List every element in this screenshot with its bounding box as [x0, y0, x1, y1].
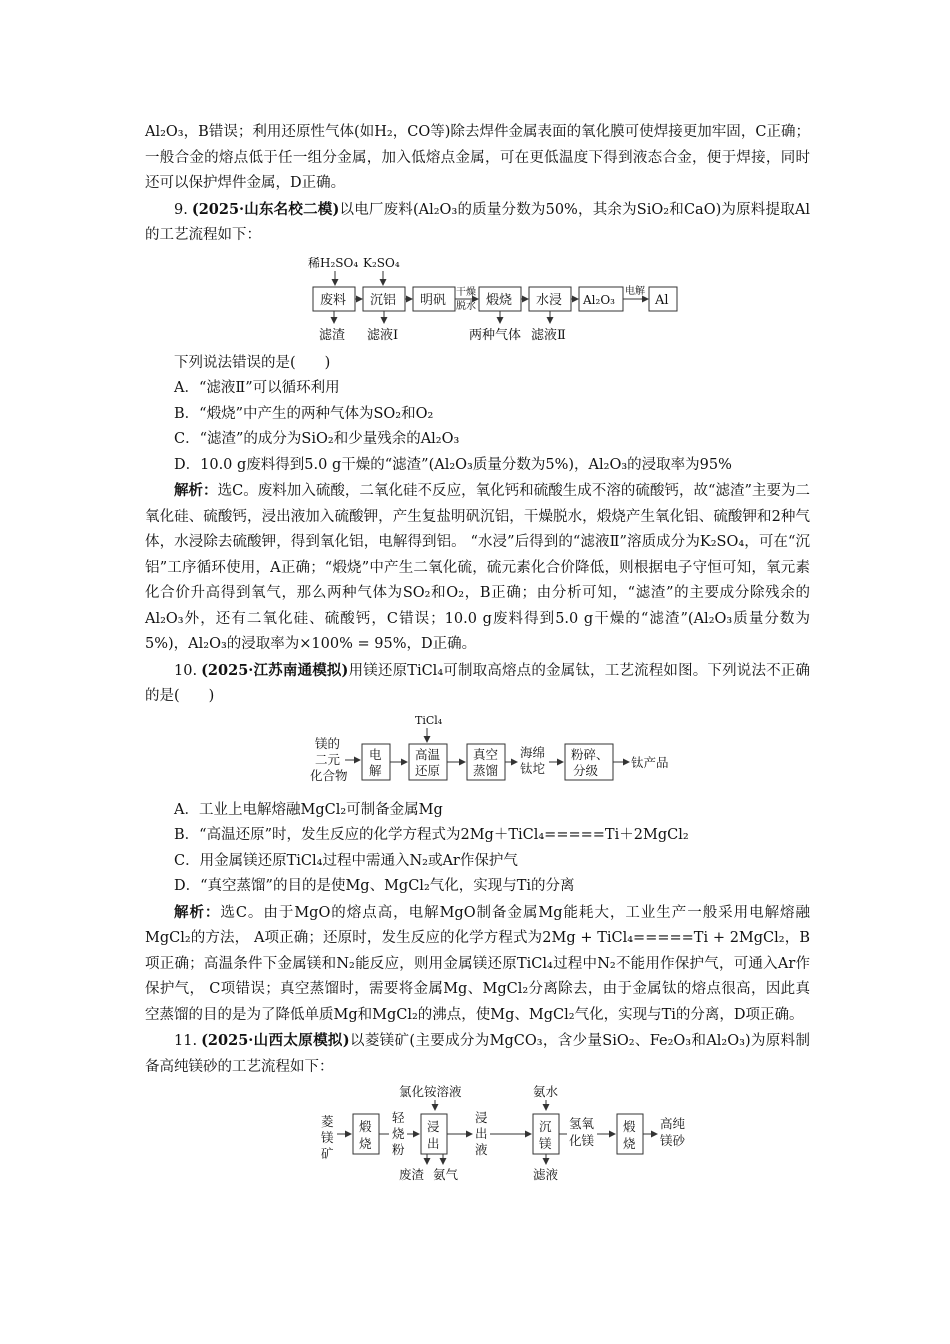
q9-flow-svg — [145, 251, 810, 347]
q11-flow-svg — [145, 1082, 810, 1182]
q9-box-calcine-label: 煅烧 — [486, 292, 513, 308]
q11-stem-text: 以菱镁矿(主要成分为MgCO₃，含少量SiO₂、Fe₂O₃和Al₂O₃)为原料制备高纯镁砂的工艺流程如下： — [145, 1033, 810, 1075]
q9-box-precip-label: 沉铝 — [370, 292, 397, 308]
q9-stem — [145, 197, 810, 249]
q11-box-1-line-1: 煅 — [359, 1119, 372, 1134]
q9-stem-text: 以电厂废料(Al₂O₃的质量分数为50%，其余为SiO₂和CaO)为原料提取Al的工艺流程如下： — [145, 201, 810, 243]
q11-number: 11. — [174, 1033, 198, 1049]
q9-out-filtrate-1: 滤液Ⅰ — [367, 327, 399, 343]
q10-analysis-text: 选C。由于MgO的熔点高，电解MgO制备金属Mg能耗大，工业生产一般采用电解熔融MgCl₂的方法， A项正确；还原时，发生反应的化学方程式为2Mg + TiCl₄=====Ti + 2MgCl₂，B项正确；高温条件下金属镁和N₂能反应，则用金属镁还原TiCl₄过程中N₂不能用作保护气，可通入Ar作保护气， C项错误；真空蒸馏时，需要将金属Mg、MgCl₂分离除去，由于金属钛的熔点很高，因此真空蒸馏的目的是为了降低单质Mg和MgCl₂的沸点，使Mg、MgCl₂气化，实现与Ti的分离，D项正确。 — [145, 904, 810, 1023]
q11-mid3-line-1: 氢氧 — [569, 1116, 595, 1131]
q9-arrow-dehydrate: 脱水 — [456, 300, 476, 312]
q9-analysis-text: 选C。废料加入硫酸，二氧化硅不反应，氧化钙和硫酸生成不溶的硫酸钙，故“滤渣”主要为二氧化硅、硫酸钙，浸出液加入硫酸钾，产生复盐明矾沉铝，干燥脱水，煅烧产生氧化铝、硫酸钾和2种气体，水浸除去硫酸钾，得到氧化铝，电解得到铝。 “水浸”后得到的“滤液Ⅱ”溶质成分为K₂SO₄，可在“沉铝”工序循环使用，A正确；“煅烧”中产生二氧化硫，硫元素化合价降低，则根据电子守恒可知，氧元素化合价升高得到氧气，那么两种气体为SO₂和O₂，B正确；由分析可知，“滤渣”的主要成分除残余的Al₂O₃外，还有二氧化硅、硫酸钙，C错误；10.0 g废料得到5.0 g干燥的“滤渣”(Al₂O₃质量分数为5%)，Al₂O₃的浸取率为×100% = 95%，D正确。 — [145, 483, 810, 652]
q9-analysis-label: 解析： — [174, 482, 218, 499]
q11-mid1-line-1: 轻 — [392, 1110, 405, 1125]
q9-box-al-label: Al — [655, 292, 669, 308]
q11-box-4-line-2: 烧 — [623, 1136, 636, 1151]
q11-box-2-line-1: 浸 — [427, 1119, 440, 1134]
q9-question: 下列说法错误的是( ) — [174, 354, 331, 371]
q10-box-1-line-1: 电 — [369, 746, 382, 762]
q9-box-alum-label: 明矾 — [420, 292, 447, 308]
q9-option-b: B．“煅烧”中产生的两种气体为SO₂和O₂ — [174, 405, 434, 422]
q9-number: 9. — [174, 201, 188, 218]
q10-flowchart — [145, 712, 810, 794]
q9-arrow-electrolysis: 电解 — [625, 285, 645, 297]
q11-input-line-1: 菱 — [321, 1114, 334, 1129]
q11-box-1-line-2: 烧 — [359, 1136, 372, 1151]
q10-number: 10. — [174, 662, 198, 679]
q11-stem — [145, 1028, 810, 1080]
q9-box-leach-label: 水浸 — [536, 292, 563, 308]
q10-product: 钛产品 — [631, 754, 669, 770]
q10-box-2-line-1: 高温 — [415, 746, 441, 762]
q9-option-a: A．“滤液Ⅱ”可以循环利用 — [174, 380, 340, 396]
q9-analysis — [145, 478, 810, 658]
q10-source: (2025·江苏南通模拟) — [201, 661, 349, 679]
q11-input-line-3: 矿 — [321, 1146, 334, 1161]
q10-option-c: C．用金属镁还原TiCl₄过程中需通入N₂或Ar作保护气 — [174, 852, 518, 869]
q10-input-line-1: 镁的 — [315, 735, 341, 751]
q11-input-line-2: 镁 — [321, 1130, 334, 1145]
q11-out-ammonia: 氨气 — [433, 1167, 459, 1182]
q11-flowchart — [145, 1082, 810, 1182]
q10-option-b: B．“高温还原”时，发生反应的化学方程式为2Mg＋TiCl₄=====Ti＋2MgCl₂ — [174, 827, 689, 843]
q10-reagent: TiCl₄ — [415, 713, 443, 727]
q11-mid2-line-3: 液 — [475, 1142, 488, 1157]
q10-box-1-line-2: 解 — [369, 762, 382, 778]
q9-box-alumina-label: Al₂O₃ — [583, 292, 615, 307]
q11-product-line-1: 高纯 — [660, 1116, 686, 1131]
q10-option-d: D．“真空蒸馏”的目的是使Mg、MgCl₂气化，实现与Ti的分离 — [174, 878, 575, 894]
q10-analysis-label: 解析： — [174, 903, 221, 921]
q9-flowchart — [145, 251, 810, 347]
q9-out-gases: 两种气体 — [469, 327, 522, 343]
q11-box-3-line-2: 镁 — [539, 1136, 552, 1151]
q9-out-residue: 滤渣 — [319, 327, 346, 343]
q9-source: (2025·山东名校二模) — [191, 200, 340, 218]
q9-arrow-dry: 干燥 — [456, 286, 476, 298]
q10-mid-line-2: 钛坨 — [520, 760, 546, 776]
q11-out-slag: 废渣 — [399, 1167, 425, 1182]
q10-box-2-line-2: 还原 — [415, 762, 441, 778]
q10-option-a: A．工业上电解熔融MgCl₂可制备金属Mg — [174, 801, 443, 818]
q11-product-line-2: 镁砂 — [660, 1133, 686, 1148]
q9-reagent-2: K₂SO₄ — [363, 255, 400, 270]
q10-flow-svg — [145, 712, 810, 794]
q10-box-3-line-1: 真空 — [473, 746, 499, 762]
q11-source: (2025·山西太原模拟) — [201, 1032, 350, 1049]
q9-box-waste-label: 废料 — [320, 292, 347, 308]
q10-input-line-3: 化合物 — [310, 767, 348, 783]
q11-mid1-line-2: 烧 — [392, 1126, 405, 1141]
q11-mid2-line-2: 出 — [475, 1126, 488, 1141]
q11-reagent-1: 氯化铵溶液 — [399, 1084, 462, 1099]
q9-reagent-1: 稀H₂SO₄ — [308, 255, 359, 270]
q10-box-4-line-1: 粉碎、 — [571, 746, 609, 762]
q10-analysis — [145, 900, 810, 1029]
q10-box-3-line-2: 蒸馏 — [473, 762, 499, 778]
q10-stem — [145, 658, 810, 710]
q11-mid3-line-2: 化镁 — [569, 1133, 595, 1148]
q11-reagent-2: 氨水 — [533, 1084, 559, 1099]
q11-box-4-line-1: 煅 — [623, 1119, 636, 1134]
q10-stem-text: 用镁还原TiCl₄可制取高熔点的金属钛，工艺流程如图。下列说法不正确的是( ) — [145, 662, 810, 704]
q10-input-line-2: 二元 — [315, 751, 341, 767]
q11-box-3-line-1: 沉 — [539, 1119, 552, 1134]
q9-out-filtrate-2: 滤液Ⅱ — [531, 327, 566, 343]
q11-mid1-line-3: 粉 — [392, 1142, 405, 1157]
q11-box-2-line-2: 出 — [427, 1136, 440, 1151]
q9-option-c: C．“滤渣”的成分为SiO₂和少量残余的Al₂O₃ — [174, 431, 460, 447]
page-content — [145, 120, 810, 1186]
q11-out-filtrate: 滤液 — [533, 1167, 559, 1182]
intro-paragraph: Al₂O₃，B错误；利用还原性气体(如H₂，CO等)除去焊件金属表面的氧化膜可使焊接更加牢固，C正确；一般合金的熔点低于任一组分金属，加入低熔点金属，可在更低温度下得到液态合金，便于焊接，同时还可以保护焊件金属，D正确。 — [145, 124, 810, 191]
q11-mid2-line-1: 浸 — [475, 1110, 488, 1125]
q10-box-4-line-2: 分级 — [573, 762, 599, 778]
q10-mid-line-1: 海绵 — [520, 744, 546, 760]
q9-option-d: D．10.0 g废料得到5.0 g干燥的“滤渣”(Al₂O₃质量分数为5%)，Al₂O₃的浸取率为95% — [174, 456, 732, 473]
